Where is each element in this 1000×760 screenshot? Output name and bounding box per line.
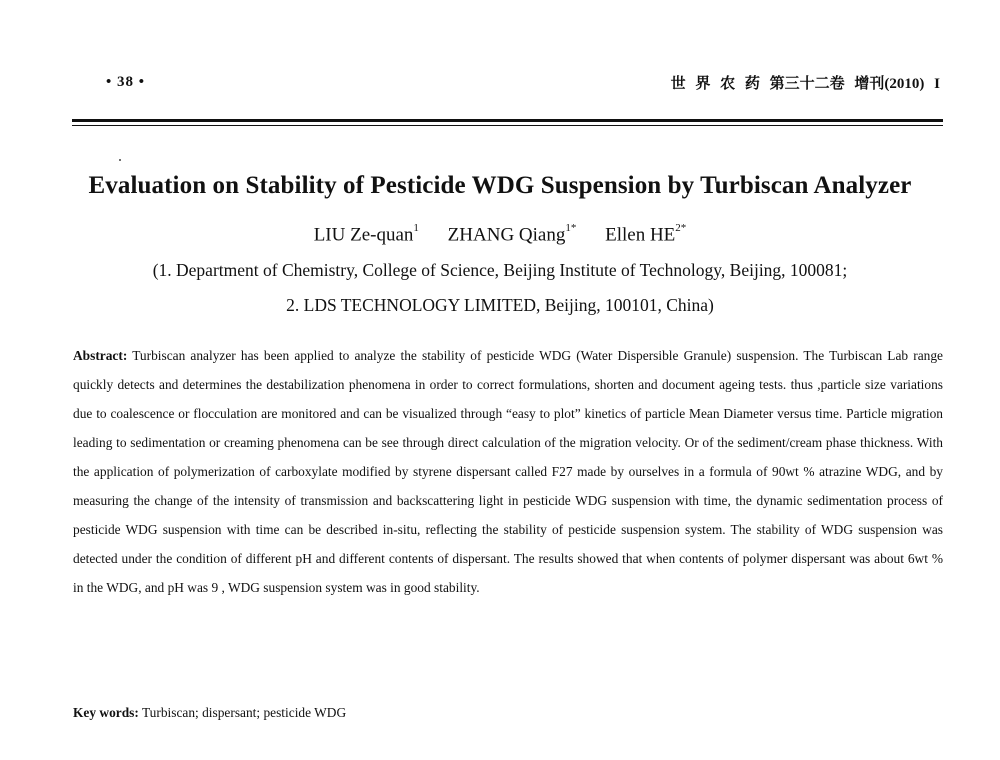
paper-title: Evaluation on Stability of Pesticide WDG Suspension by Turbiscan Analyzer: [88, 172, 912, 199]
abstract-text: Turbiscan analyzer has been applied to analyze the stability of pesticide WDG (Water Dispersible Granule) suspension. The Turbiscan Lab range quickly detects and determines the destabilization phenomena in order to correct formulations, shorten and document ageing tests. thus ,particle size variations due to coalescence or flocculation are monitored and can be visualized through “easy to plot” kinetics of particle Mean Diameter versus time. Particle migration leading to sedimentation or creaming phenomena can be see through direct calculation of the migration velocity. Or of the sediment/cream phase thickness. With the application of polymerization of carboxylate modified by styrene dispersant called F27 made by ourselves in a formula of 90wt % atrazine WDG, and by measuring the change of the intensity of transmission and backscattering light in pesticide WDG suspension with time, the dynamic sedimentation process of pesticide WDG suspension with time can be described in-situ, reflecting the stability of pesticide suspension system. The stability of WDG suspension was detected under the condition of different pH and different contents of dispersant. The results showed that when contents of polymer dispersant was about 6wt % in the WDG, and pH was 9 , WDG suspension system was in good stability.: [73, 348, 943, 595]
abstract-label: Abstract:: [73, 348, 128, 363]
author: [314, 224, 419, 246]
keywords-label: Key words:: [73, 705, 139, 720]
author: [605, 224, 686, 246]
affiliation-1: (1. Department of Chemistry, College of Science, Beijing Institute of Technology, Beijing, 100081;: [152, 260, 848, 280]
header-rule-thin: [72, 125, 943, 126]
abstract: [73, 341, 943, 602]
author-superscript: 1: [413, 222, 419, 234]
keywords: [73, 705, 943, 721]
author-name: Ellen HE: [605, 224, 676, 246]
author-name: LIU Ze-quan: [313, 224, 414, 246]
affiliation-2: 2. LDS TECHNOLOGY LIMITED, Beijing, 100101, China): [286, 295, 714, 315]
author: [448, 224, 577, 246]
keywords-text: Turbiscan; dispersant; pesticide WDG: [141, 705, 347, 720]
author-superscript: 1*: [565, 222, 577, 234]
stray-dot: [119, 159, 121, 161]
page-number: • 38 •: [106, 74, 146, 90]
author-name: ZHANG Qiang: [447, 224, 566, 246]
author-superscript: 2*: [675, 222, 687, 234]
author-list: [0, 224, 1000, 246]
journal-header: 世 界 农 药 第三十二卷 增刊(2010) I: [670, 76, 940, 92]
header-rule-thick: [72, 119, 943, 122]
